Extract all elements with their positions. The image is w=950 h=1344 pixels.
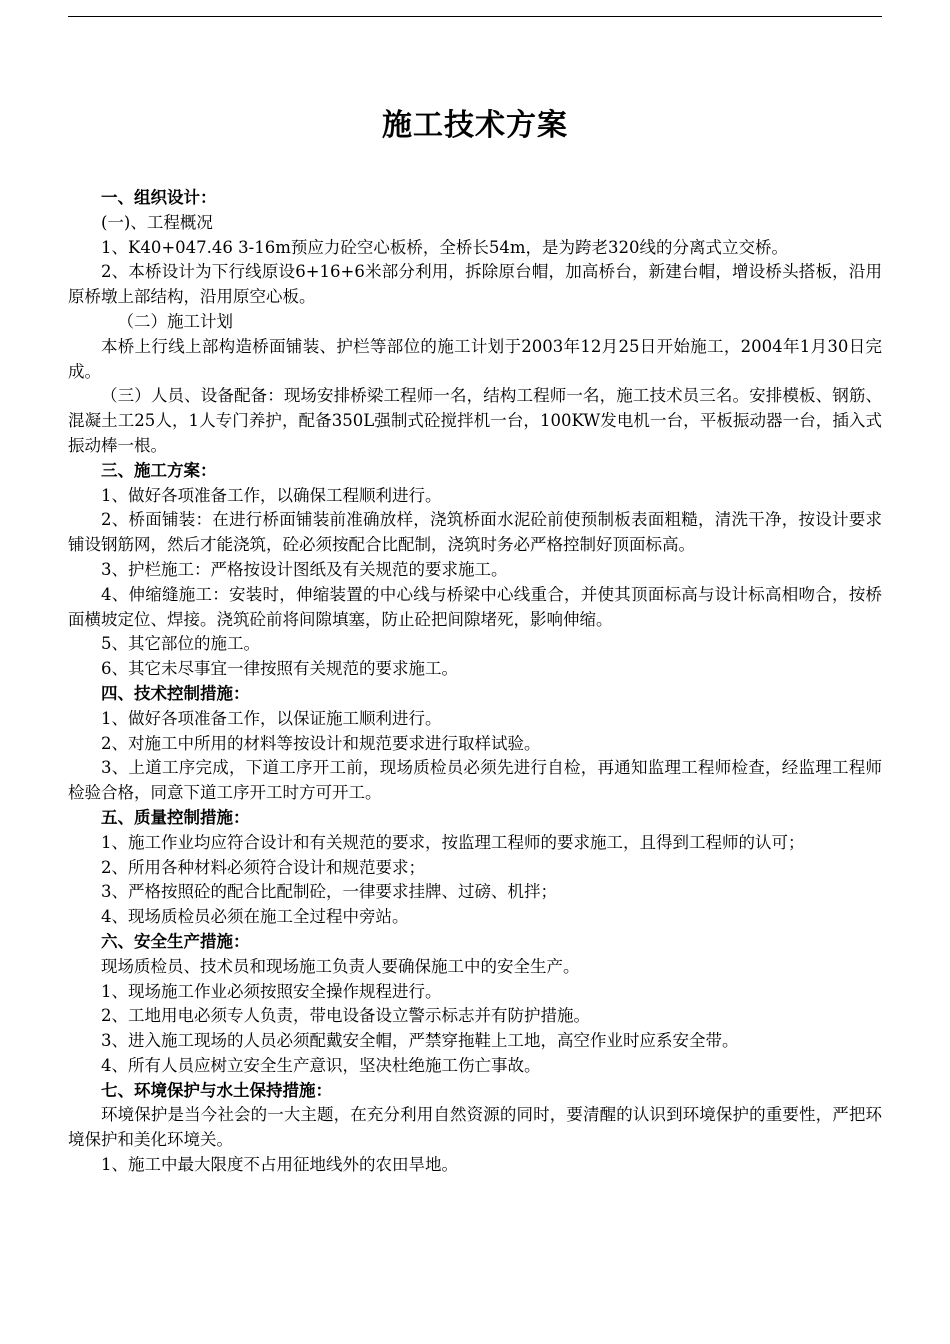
paragraph: 1、K40+047.46 3-16m预应力砼空心板桥，全桥长54m，是为跨老320线的分离式立交桥。 <box>101 237 788 257</box>
subsection-heading-plan: （二）施工计划 <box>117 311 233 331</box>
paragraph: 3、进入施工现场的人员必须配戴安全帽，严禁穿拖鞋上工地，高空作业时应系安全带。 <box>101 1031 739 1051</box>
paragraph: 3、上道工序完成，下道工序开工前，现场质检员必须先进行自检，再通知监理工程师检查，经监理工程师检验合格，同意下道工序开工时方可开工。 <box>68 758 882 803</box>
paragraph: 现场质检员、技术员和现场施工负责人要确保施工中的安全生产。 <box>101 956 580 976</box>
paragraph: 4、所有人员应树立安全生产意识，坚决杜绝施工伤亡事故。 <box>101 1055 541 1075</box>
paragraph: 3、护栏施工：严格按设计图纸及有关规范的要求施工。 <box>101 559 508 579</box>
paragraph: 本桥上行线上部构造桥面铺装、护栏等部位的施工计划于2003年12月25日开始施工，2004年1月30日完成。 <box>68 336 882 381</box>
section-heading-construction-plan: 三、施工方案： <box>101 460 217 480</box>
section-heading-environment: 七、环境保护与水土保持措施： <box>101 1080 332 1100</box>
paragraph: 环境保护是当今社会的一大主题，在充分利用自然资源的同时，要清醒的认识到环境保护的重要性，严把环境保护和美化环境关。 <box>68 1105 882 1150</box>
paragraph: 2、工地用电必须专人负责，带电设备设立警示标志并有防护措施。 <box>101 1006 590 1026</box>
paragraph: 6、其它未尽事宜一律按照有关规范的要求施工。 <box>101 659 458 679</box>
paragraph: 4、现场质检员必须在施工全过程中旁站。 <box>101 907 409 927</box>
section-heading-technical-control: 四、技术控制措施： <box>101 683 250 703</box>
paragraph: 1、施工作业均应符合设计和有关规范的要求，按监理工程师的要求施工，且得到工程师的认可； <box>101 832 805 852</box>
paragraph: 2、所用各种材料必须符合设计和规范要求； <box>101 857 425 877</box>
document-page <box>68 104 882 1178</box>
paragraph: 4、伸缩缝施工：安装时，伸缩装置的中心线与桥梁中心线重合，并使其顶面标高与设计标高相吻合，按桥面横坡定位、焊接。浇筑砼前将间隙填塞，防止砼把间隙堵死，影响伸缩。 <box>68 584 882 629</box>
section-heading-quality-control: 五、质量控制措施： <box>101 807 250 827</box>
paragraph: 2、桥面铺装：在进行桥面铺装前准确放样，浇筑桥面水泥砼前使预制板表面粗糙，清洗干净，按设计要求铺设钢筋网，然后才能浇筑，砼必须按配合比配制，浇筑时务必严格控制好顶面标高。 <box>68 510 882 555</box>
document-title: 施工技术方案 <box>382 108 568 143</box>
paragraph: 5、其它部位的施工。 <box>101 634 260 654</box>
section-heading-organization: 一、组织设计： <box>101 188 217 207</box>
paragraph: 1、做好各项准备工作，以保证施工顺利进行。 <box>101 708 442 728</box>
paragraph: 1、施工中最大限度不占用征地线外的农田旱地。 <box>101 1155 458 1175</box>
paragraph: 2、对施工中所用的材料等按设计和规范要求进行取样试验。 <box>101 733 541 753</box>
section-heading-safety: 六、安全生产措施： <box>101 931 250 951</box>
paragraph: 1、做好各项准备工作，以确保工程顺利进行。 <box>101 485 442 505</box>
paragraph: 2、本桥设计为下行线原设6+16+6米部分利用，拆除原台帽，加高桥台，新建台帽，增设桥头搭板，沿用原桥墩上部结构，沿用原空心板。 <box>68 262 882 307</box>
paragraph: 1、现场施工作业必须按照安全操作规程进行。 <box>101 981 442 1001</box>
header-rule <box>68 16 882 17</box>
paragraph: （三）人员、设备配备：现场安排桥梁工程师一名，结构工程师一名，施工技术员三名。安排模板、钢筋、混凝土工25人，1人专门养护，配备350L强制式砼搅拌机一台，100KW发电机一台，平板振动器一台，插入式振动棒一根。 <box>68 386 882 455</box>
subsection-heading-overview: (一)、工程概况 <box>101 212 213 232</box>
paragraph: 3、严格按照砼的配合比配制砼，一律要求挂牌、过磅、机拌； <box>101 882 557 902</box>
